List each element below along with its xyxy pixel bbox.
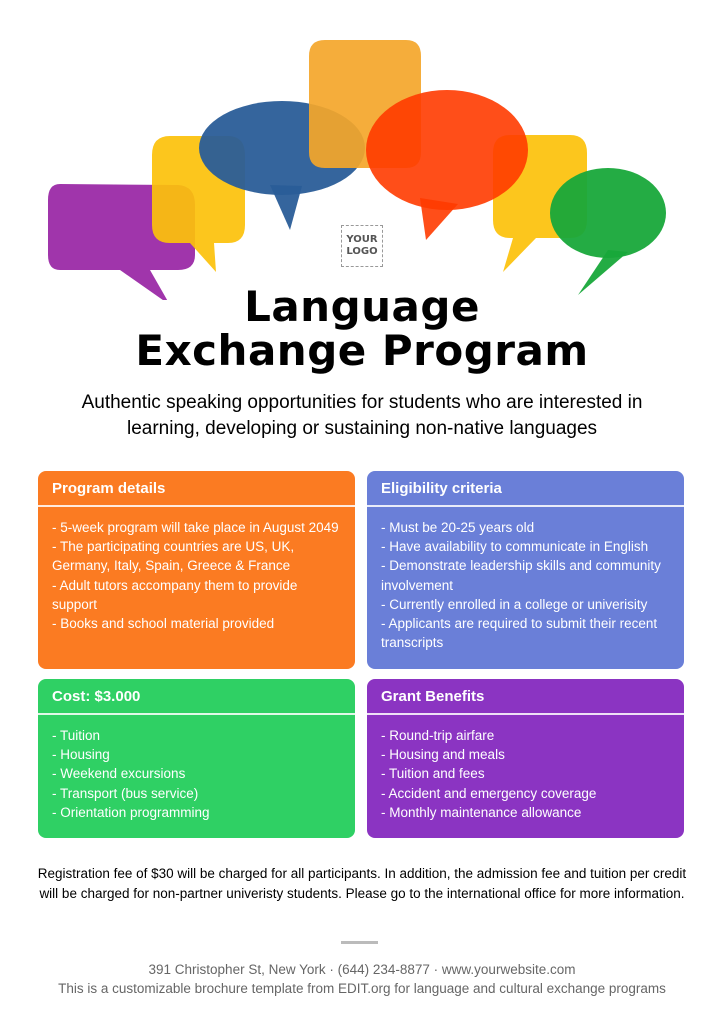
divider bbox=[341, 941, 378, 944]
list-item: - Adult tutors accompany them to provide support bbox=[52, 577, 298, 612]
list-item: - 5-week program will take place in August 2049 bbox=[52, 520, 339, 535]
green-speech-bubble-icon bbox=[550, 168, 666, 295]
list-item: - Have availability to communicate in English bbox=[381, 539, 649, 555]
page-title-line-1: Language bbox=[244, 282, 480, 331]
eligibility-criteria-list bbox=[367, 507, 684, 652]
list-item: - Round-trip airfare bbox=[381, 728, 495, 743]
list-item: - Must be 20-25 years old bbox=[381, 520, 535, 535]
list-item: - Currently enrolled in a college or univerisity bbox=[381, 596, 648, 612]
list-item: - Orientation programming bbox=[52, 804, 210, 820]
registration-note: Registration fee of $30 will be charged for all participants. In addition, the admission fee and tuition per credit will be charged for non-partner univeristy students. Please go to the international office for more information. bbox=[37, 866, 687, 901]
logo-line-1: YOUR bbox=[346, 234, 378, 245]
list-item: - Accident and emergency coverage bbox=[381, 785, 597, 801]
grant-benefits-heading: Grant Benefits bbox=[367, 679, 684, 715]
grant-benefits-list bbox=[367, 715, 684, 822]
footer-contact: 391 Christopher St, New York · (644) 234-8877 · www.yourwebsite.com bbox=[148, 962, 576, 977]
program-details-card bbox=[38, 471, 355, 669]
page-title-line-2: Exchange Program bbox=[135, 326, 589, 375]
logo-line-2: LOGO bbox=[346, 246, 378, 257]
grant-benefits-card bbox=[367, 679, 684, 838]
subtitle: Authentic speaking opportunities for students who are interested in learning, developing or sustaining non-native languages bbox=[81, 392, 643, 439]
eligibility-criteria-card bbox=[367, 471, 684, 669]
list-item: - Books and school material provided bbox=[52, 616, 275, 632]
list-item: - Monthly maintenance allowance bbox=[381, 804, 582, 820]
list-item: - Tuition bbox=[52, 728, 101, 743]
logo-placeholder bbox=[341, 225, 383, 267]
program-details-heading: Program details bbox=[38, 471, 355, 507]
program-details-list bbox=[38, 507, 355, 633]
list-item: - The participating countries are US, UK, Germany, Italy, Spain, Greece & France bbox=[52, 539, 295, 574]
list-item: - Weekend excursions bbox=[52, 766, 186, 782]
cost-list bbox=[38, 715, 355, 822]
footer-disclaimer: This is a customizable brochure template from EDIT.org for language and cultural exchange programs bbox=[58, 981, 666, 996]
list-item: - Applicants are required to submit their recent transcripts bbox=[381, 616, 658, 651]
list-item: - Demonstrate leadership skills and community involvement bbox=[381, 558, 661, 593]
cost-card bbox=[38, 679, 355, 838]
list-item: - Housing bbox=[52, 747, 110, 763]
list-item: - Transport (bus service) bbox=[52, 785, 199, 801]
list-item: - Housing and meals bbox=[381, 747, 505, 763]
eligibility-criteria-heading: Eligibility criteria bbox=[367, 471, 684, 507]
list-item: - Tuition and fees bbox=[381, 766, 485, 782]
cost-heading: Cost: $3.000 bbox=[38, 679, 355, 715]
